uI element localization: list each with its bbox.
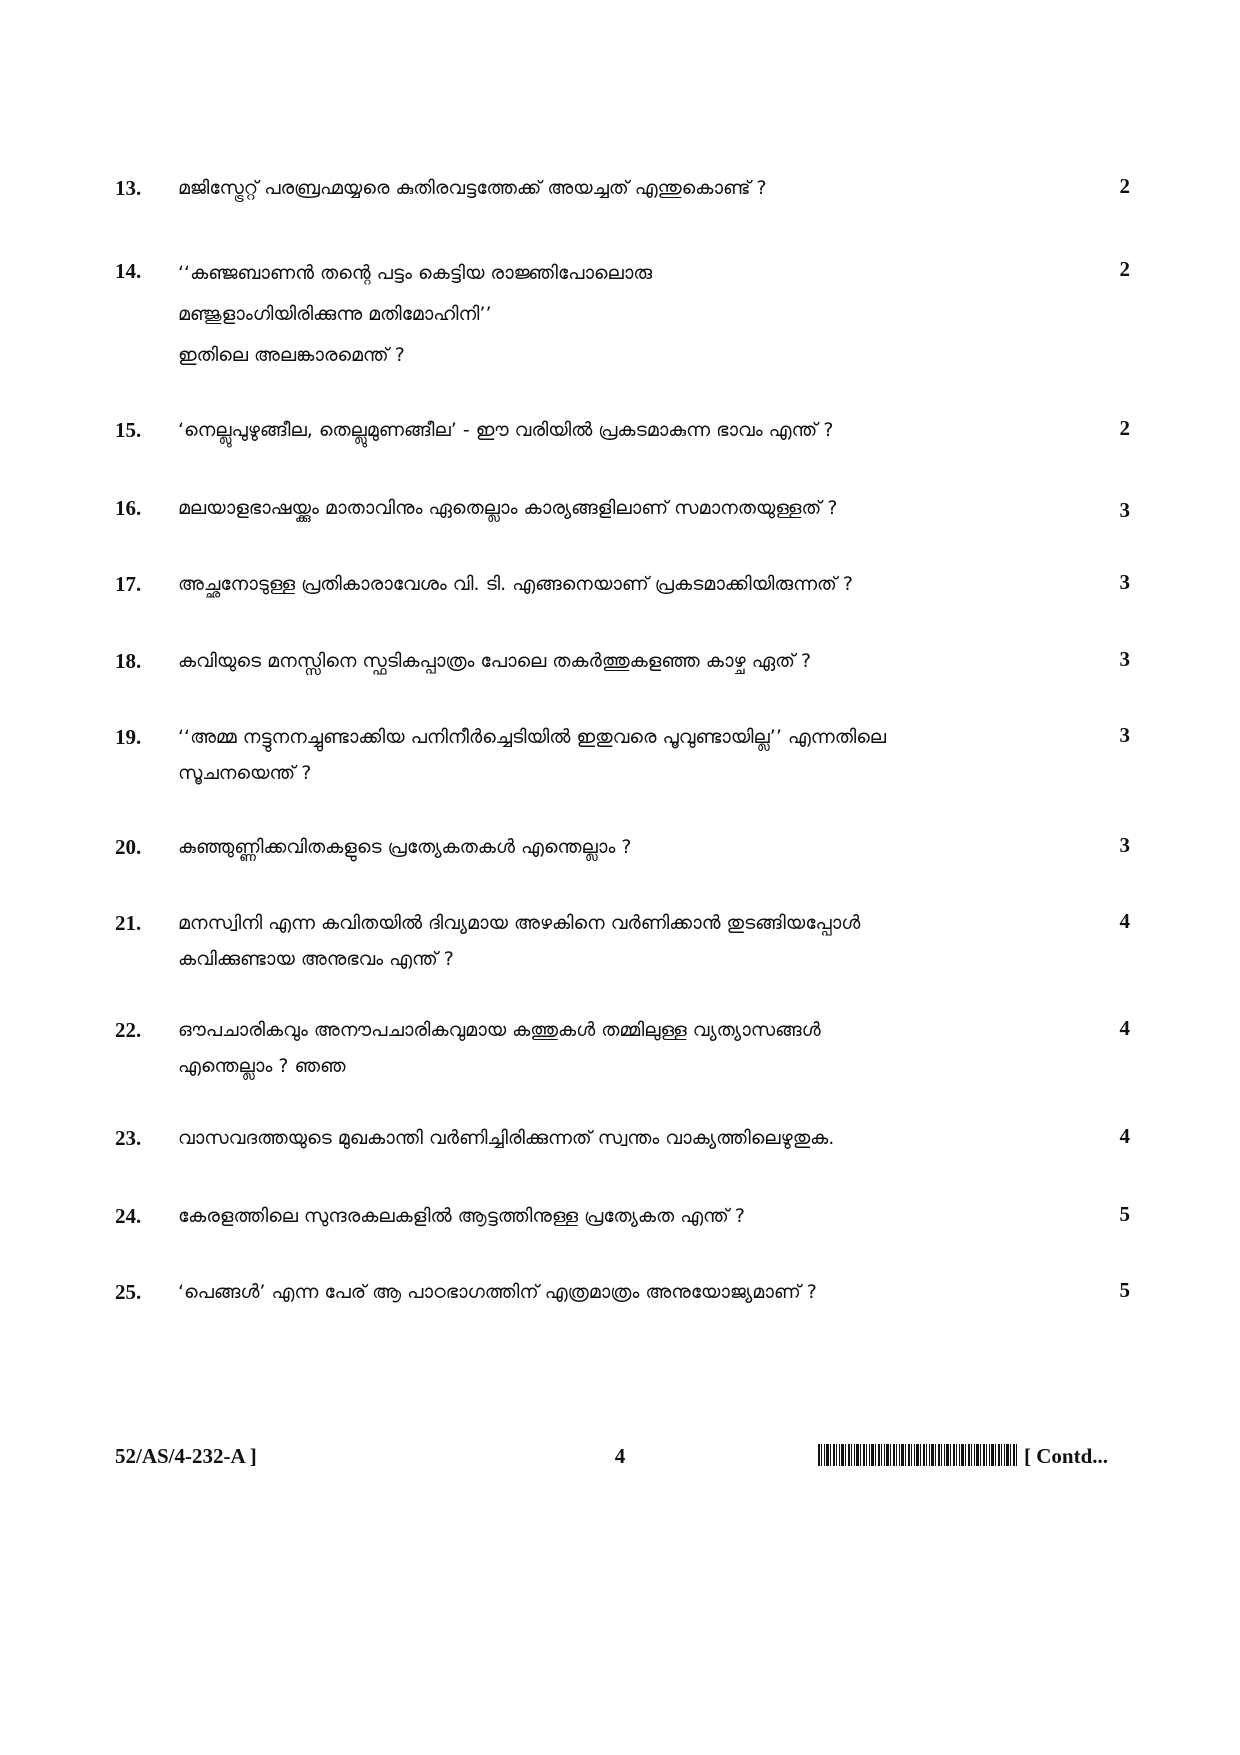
question-marks: 5 bbox=[1119, 1202, 1130, 1226]
question-text bbox=[178, 566, 1070, 602]
question-text bbox=[178, 905, 1070, 977]
question-line: ‘‘കഞ്ജബാണൻ തന്റെ പട്ടം കെട്ടിയ രാജ്ഞിപോലൊരു bbox=[178, 262, 653, 284]
question-marks: 5 bbox=[1119, 1278, 1130, 1302]
question-text bbox=[178, 643, 1070, 679]
question-number: 22. bbox=[115, 1018, 142, 1042]
question-number: 13. bbox=[115, 176, 142, 200]
question-number: 17. bbox=[115, 572, 142, 596]
question-text bbox=[178, 170, 1070, 206]
question-text bbox=[178, 719, 1070, 791]
question-marks: 3 bbox=[1119, 723, 1130, 747]
question-text bbox=[178, 1274, 1070, 1310]
question-marks: 2 bbox=[1119, 416, 1130, 440]
question-number: 25. bbox=[115, 1280, 142, 1304]
question-number: 19. bbox=[115, 725, 142, 749]
question-line: ‘‘അമ്മ നട്ടുനനച്ചുണ്ടാക്കിയ പനിനീർച്ചെടിയിൽ ഇതുവരെ പൂവുണ്ടായില്ല’’ എന്നതിലെ bbox=[178, 726, 887, 748]
question-text bbox=[178, 490, 1070, 526]
question-number: 24. bbox=[115, 1204, 142, 1228]
question-marks: 3 bbox=[1119, 498, 1130, 522]
question-marks: 3 bbox=[1119, 833, 1130, 857]
question-number: 14. bbox=[115, 259, 142, 283]
question-marks: 4 bbox=[1119, 1124, 1130, 1148]
question-number: 16. bbox=[115, 496, 142, 520]
question-text bbox=[178, 1012, 1070, 1084]
question-marks: 2 bbox=[1119, 174, 1130, 198]
question-text bbox=[178, 1198, 1070, 1234]
question-marks: 2 bbox=[1119, 257, 1130, 281]
question-line: കേരളത്തിലെ സുന്ദരകലകളിൽ ആട്ടത്തിനുള്ള പ്രത്യേകത എന്ത് ? bbox=[178, 1205, 745, 1227]
question-number: 23. bbox=[115, 1126, 142, 1150]
question-line: ‘പെങ്ങൾ’ എന്ന പേര് ആ പാഠഭാഗത്തിന് എത്രമാത്രം അനുയോജ്യമാണ് ? bbox=[178, 1281, 817, 1303]
question-marks: 4 bbox=[1119, 1016, 1130, 1040]
question-line: കുഞ്ഞുണ്ണിക്കവിതകളുടെ പ്രത്യേകതകൾ എന്തെല്ലാം ? bbox=[178, 836, 632, 858]
question-line: സൂചനയെന്ത് ? bbox=[178, 762, 312, 784]
page-number: 4 bbox=[614, 1444, 626, 1468]
question-line: മജിസ്ട്രേറ്റ് പരബ്രഹ്മയ്യരെ കുതിരവട്ടത്തേക്ക് അയച്ചത് എന്തുകൊണ്ട് ? bbox=[178, 177, 767, 199]
question-text bbox=[178, 829, 1070, 865]
question-text bbox=[178, 1120, 1070, 1156]
question-text bbox=[178, 253, 1070, 376]
question-marks: 3 bbox=[1119, 647, 1130, 671]
question-line: ഇതിലെ അലങ്കാരമെന്ത് ? bbox=[178, 344, 405, 366]
question-number: 20. bbox=[115, 835, 142, 859]
continued-label: [ Contd... bbox=[1024, 1444, 1109, 1468]
question-number: 21. bbox=[115, 911, 142, 935]
page-footer bbox=[0, 1438, 1240, 1478]
barcode-image bbox=[818, 1444, 1018, 1466]
question-line: കവിയുടെ മനസ്സിനെ സ്ഫടികപ്പാത്രം പോലെ തകർത്തുകളഞ്ഞ കാഴ്ച ഏത് ? bbox=[178, 650, 812, 672]
question-line: ഔപചാരികവും അനൗപചാരികവുമായ കത്തുകൾ തമ്മിലുള്ള വ്യത്യാസങ്ങൾ bbox=[178, 1019, 821, 1041]
question-line: മഞ്ജുളാംഗിയിരിക്കുന്നു മതിമോഹിനി’’ bbox=[178, 303, 492, 325]
question-line: മലയാളഭാഷയ്ക്കും മാതാവിനും ഏതെല്ലാം കാര്യങ്ങളിലാണ് സമാനതയുള്ളത് ? bbox=[178, 497, 838, 519]
question-number: 18. bbox=[115, 649, 142, 673]
question-marks: 3 bbox=[1119, 570, 1130, 594]
question-line: അച്ഛനോടുള്ള പ്രതികാരാവേശം വി. ടി. എങ്ങനെയാണ് പ്രകടമാക്കിയിരുന്നത് ? bbox=[178, 573, 853, 595]
question-text bbox=[178, 412, 1070, 448]
question-marks: 4 bbox=[1119, 909, 1130, 933]
question-line: വാസവദത്തയുടെ മുഖകാന്തി വർണിച്ചിരിക്കുന്നത് സ്വന്തം വാക്യത്തിലെഴുതുക. bbox=[178, 1127, 835, 1149]
question-line: കവിക്കുണ്ടായ അനുഭവം എന്ത് ? bbox=[178, 948, 454, 970]
question-line: ‘നെല്ലുപുഴുങ്ങീല, തെല്ലുമുണങ്ങീല’ - ഈ വരിയിൽ പ്രകടമാകുന്ന ഭാവം എന്ത് ? bbox=[178, 419, 834, 441]
question-line: മനസ്വിനി എന്ന കവിതയിൽ ദിവ്യമായ അഴകിനെ വർണിക്കാൻ തുടങ്ങിയപ്പോൾ bbox=[178, 912, 861, 934]
question-line: എന്തെല്ലാം ? ഞഞ bbox=[178, 1055, 346, 1077]
question-number: 15. bbox=[115, 418, 142, 442]
paper-code: 52/AS/4-232-A ] bbox=[115, 1444, 257, 1468]
